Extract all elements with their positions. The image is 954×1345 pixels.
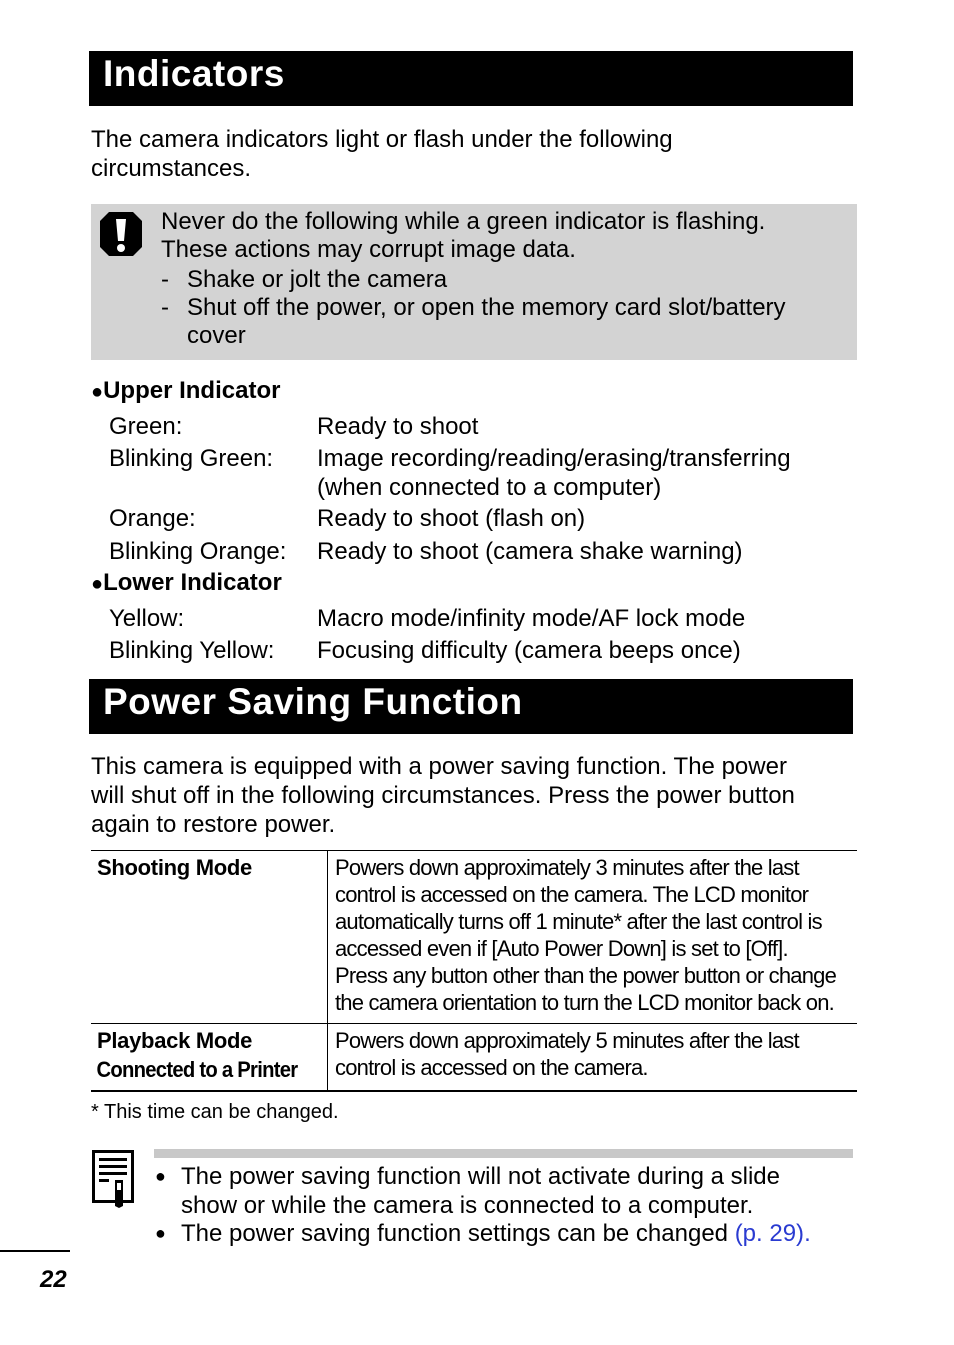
indicator-label: Orange: xyxy=(109,505,196,532)
indicators-intro xyxy=(91,125,673,183)
table-cell-desc xyxy=(328,851,858,1024)
mode-description xyxy=(328,1024,857,1087)
indicator-label: Green: xyxy=(109,413,183,440)
desc-line: the camera orientation to turn the LCD monitor back on. xyxy=(335,990,834,1015)
dash-bullet: - xyxy=(161,266,169,293)
desc-line: accessed even if [Auto Power Down] is set to [Off]. xyxy=(335,936,788,961)
indicator-label: Blinking Yellow: xyxy=(109,637,275,664)
indicator-value: Macro mode/infinity mode/AF lock mode xyxy=(317,605,746,632)
intro-line: The camera indicators light or flash under the following xyxy=(91,126,673,153)
mode-label: Shooting Mode xyxy=(97,855,252,880)
desc-line: Powers down approximately 5 minutes after the last xyxy=(335,1028,799,1053)
table-cell-desc xyxy=(328,1024,858,1092)
indicator-value: Ready to shoot (flash on) xyxy=(317,505,586,532)
desc-line: control is accessed on the camera. The LCD monitor xyxy=(335,882,809,907)
table-cell-mode xyxy=(91,1024,328,1092)
caution-item xyxy=(161,266,786,294)
note-text xyxy=(181,1219,861,1248)
indicator-value: Ready to shoot xyxy=(317,413,479,440)
desc-line: Press any button other than the power button or change xyxy=(335,963,837,988)
indicator-value: Focusing difficulty (camera beeps once) xyxy=(317,637,741,664)
dash-bullet: - xyxy=(161,294,169,321)
note-item xyxy=(155,1219,855,1249)
caution-item-text: Shake or jolt the camera xyxy=(187,266,448,293)
indicator-label: Blinking Orange: xyxy=(109,538,287,565)
indicators-title: Indicators xyxy=(103,53,285,94)
desc-line: Powers down approximately 3 minutes after the last xyxy=(335,855,799,880)
lower-indicator-title: Lower Indicator xyxy=(103,569,282,596)
indicator-label: Blinking Green: xyxy=(109,445,274,472)
bullet-icon: ● xyxy=(91,381,104,403)
table-cell-mode xyxy=(91,851,328,1024)
page-reference-link[interactable]: (p. 29) xyxy=(734,1220,805,1247)
note-line: The power saving function will not activate during a slide xyxy=(181,1163,780,1190)
caution-item xyxy=(161,294,786,350)
bullet-icon: ● xyxy=(155,1166,166,1186)
page-number-rule xyxy=(0,1250,70,1252)
mode-sublabel: Connected to a Printer xyxy=(96,1057,298,1082)
power-saving-title: Power Saving Function xyxy=(103,681,523,722)
lower-indicator-heading xyxy=(91,569,282,597)
caution-box xyxy=(91,204,857,360)
indicators-banner xyxy=(89,51,853,106)
table-row xyxy=(91,851,857,1024)
mode-label: Playback Mode xyxy=(97,1028,253,1053)
page-number: 22 xyxy=(40,1266,67,1293)
caution-line: Never do the following while a green indicator is flashing. xyxy=(161,208,766,235)
intro-line: will shut off in the following circumstances. Press the power button xyxy=(91,782,795,809)
caution-exclamation-icon xyxy=(98,210,144,258)
power-saving-intro xyxy=(91,752,795,839)
mode-description xyxy=(328,851,857,1022)
upper-indicator-heading xyxy=(91,377,280,405)
indicator-value-line: Image recording/reading/erasing/transferring xyxy=(317,445,791,472)
indicator-value-line: (when connected to a computer) xyxy=(317,474,662,501)
caution-item-text: Shut off the power, or open the memory card slot/battery xyxy=(187,294,786,321)
desc-line: control is accessed on the camera. xyxy=(335,1055,648,1080)
note-text xyxy=(181,1162,861,1220)
memo-note-icon xyxy=(92,1150,136,1208)
caution-item-text-cont: cover xyxy=(187,322,246,349)
power-saving-table xyxy=(91,850,857,1092)
caution-line: These actions may corrupt image data. xyxy=(161,236,576,263)
intro-line: circumstances. xyxy=(91,155,252,182)
bullet-icon: ● xyxy=(155,1223,166,1243)
note-period: . xyxy=(804,1220,811,1247)
table-row xyxy=(91,1024,857,1092)
indicator-label: Yellow: xyxy=(109,605,185,632)
note-line: show or while the camera is connected to a computer. xyxy=(181,1192,754,1219)
caution-text xyxy=(161,208,786,350)
intro-line: This camera is equipped with a power saving function. The power xyxy=(91,753,787,780)
footnote: * This time can be changed. xyxy=(91,1101,339,1123)
upper-indicator-title: Upper Indicator xyxy=(103,377,281,404)
note-line: The power saving function settings can be changed xyxy=(181,1220,735,1247)
note-item xyxy=(155,1162,855,1220)
desc-line: automatically turns off 1 minute* after the last control is xyxy=(335,909,822,934)
bullet-icon: ● xyxy=(91,573,104,595)
indicator-value: Ready to shoot (camera shake warning) xyxy=(317,538,743,565)
indicator-value xyxy=(317,444,847,502)
power-saving-banner xyxy=(89,679,853,734)
intro-line: again to restore power. xyxy=(91,811,336,838)
note-bar xyxy=(154,1149,853,1158)
